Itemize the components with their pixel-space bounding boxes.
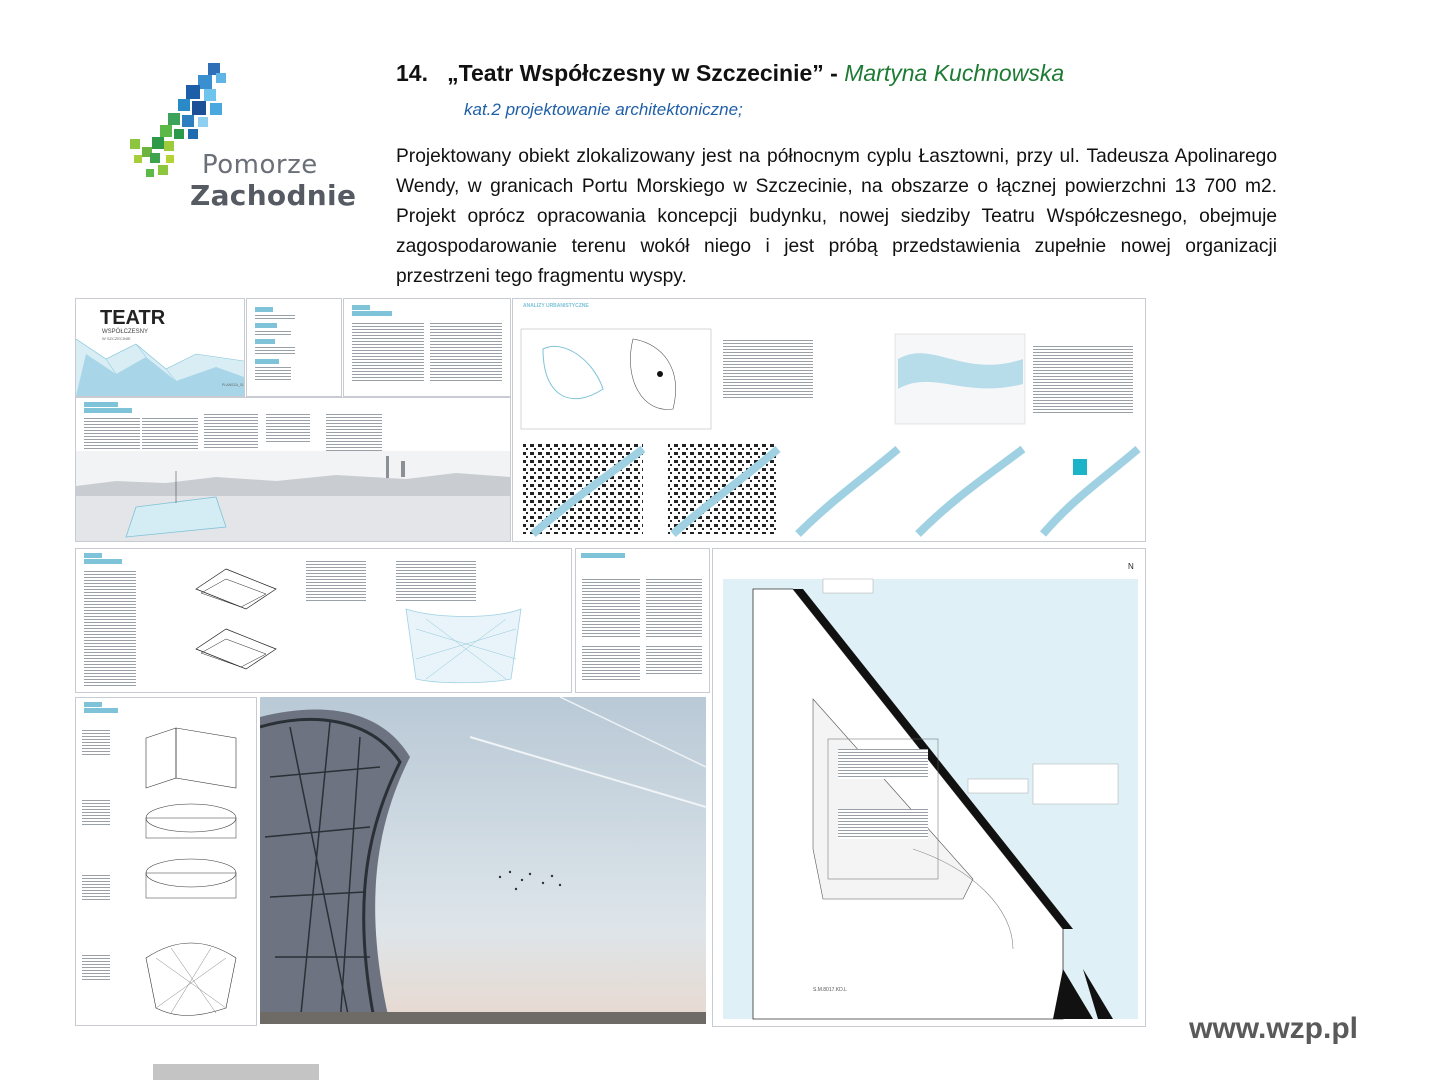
website-url: www.wzp.pl: [1189, 1012, 1358, 1045]
board-site-plan: [712, 548, 1146, 1027]
panorama-render: [76, 451, 510, 541]
board-info: [246, 298, 342, 397]
cover-subtitle: WSPÓŁCZESNY: [102, 329, 149, 335]
board-concept: [343, 298, 511, 397]
logo-text-line2: Zachodnie: [190, 179, 357, 212]
analysis-title: ANALIZY URBANISTYCZNE: [523, 303, 589, 309]
footer-bar: [153, 1064, 319, 1080]
project-category: kat.2 projektowanie architektoniczne;: [464, 100, 743, 119]
board-site-legend: [575, 548, 710, 693]
project-number: 14.: [396, 60, 428, 86]
theatre-render: [260, 697, 706, 1024]
pomorze-zachodnie-logo: [120, 55, 370, 225]
project-name: „Teatr Współczesny w Szczecinie” -: [447, 60, 838, 86]
board-form-concept: [75, 548, 572, 693]
board-location: [75, 397, 511, 542]
form-diagrams: [76, 549, 571, 692]
project-author: Martyna Kuchnowska: [844, 60, 1065, 86]
board-render: [260, 697, 706, 1024]
board-cover: [75, 298, 245, 397]
cover-sheet-number: PLANSZA_01: [222, 383, 244, 387]
site-plan-label: S.M.8017.KD.L: [813, 987, 847, 993]
svg-text:N: N: [1128, 562, 1134, 571]
project-description: Projektowany obiekt zlokalizowany jest na północnym cyplu Łasztowni, przy ul. Tadeusza Apolinarego Wendy, w granicach Portu Morskiego w Szczecinie, na obszarze o łącznej powierzchni 13 700 m2. Projekt oprócz opracowania koncepcji budynku, nowej siedziby Teatru Współczesnego, obejmuje zagospodarowanie terenu wokół niego i jest próbą przedstawienia zupełnie nowej organizacji przestrzeni tego fragmentu wyspy.: [396, 146, 1277, 287]
board-urban-analysis: [512, 298, 1146, 542]
logo-text-line1: Pomorze: [202, 150, 318, 180]
board-form-stages: [75, 697, 257, 1026]
site-plan-drawing: [713, 549, 1145, 1026]
cover-title: TEATR: [100, 307, 166, 329]
project-title: [396, 60, 1296, 87]
cover-city: W SZCZECINIE: [102, 336, 131, 341]
analysis-maps: [513, 299, 1145, 541]
